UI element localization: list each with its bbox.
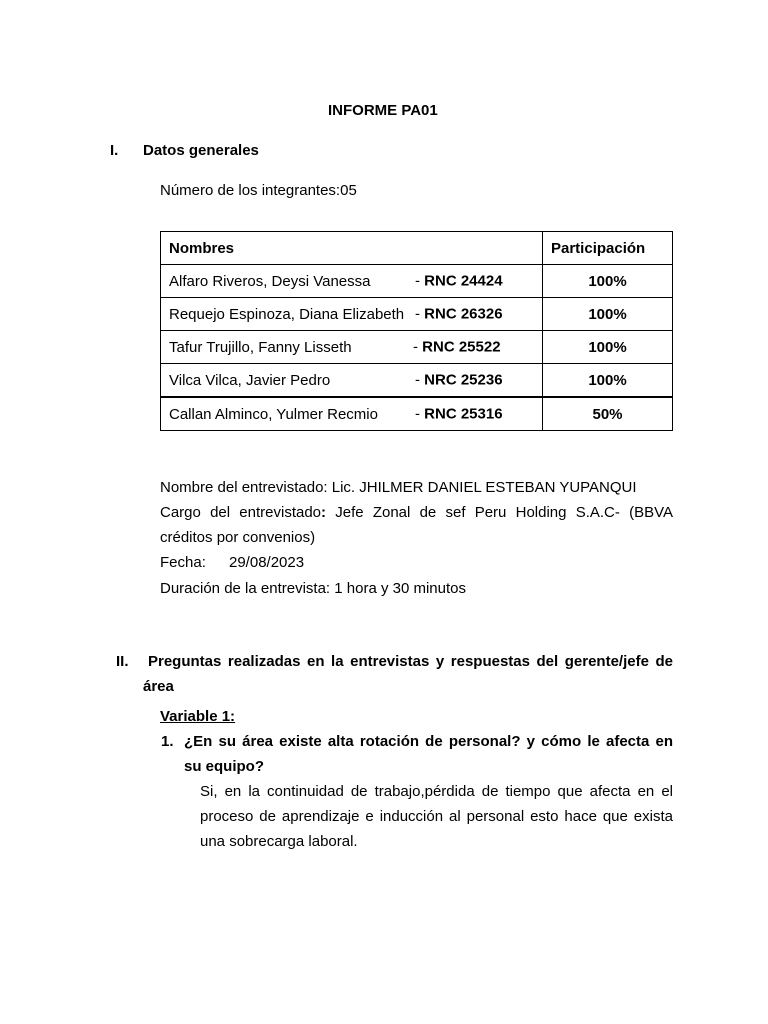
section-1-number: I.: [110, 142, 119, 159]
members-table: [160, 231, 673, 431]
header-participation: Participación: [543, 232, 673, 265]
table-row: [161, 265, 673, 298]
document-title: INFORME PA01: [328, 102, 438, 119]
member-name: Tafur Trujillo, Fanny Lisseth: [169, 338, 352, 356]
variable-label: Variable 1:: [160, 708, 236, 725]
interviewee-role-continued: créditos por convenios): [160, 529, 316, 546]
member-name: Requejo Espinoza, Diana Elizabeth: [169, 305, 405, 323]
table-row: [161, 364, 673, 398]
interview-date-value: 29/08/2023: [229, 554, 305, 571]
member-name: Callan Alminco, Yulmer Recmio: [169, 405, 378, 423]
member-code: - RNC 26326: [415, 305, 503, 323]
member-code: - NRC 25236: [415, 371, 503, 389]
header-names: Nombres: [161, 232, 543, 265]
member-cell: [161, 397, 543, 431]
members-count: Número de los integrantes:05: [160, 182, 357, 199]
interview-date-label: Fecha:: [160, 554, 206, 571]
table-header-row: [161, 232, 673, 265]
member-name: Alfaro Riveros, Deysi Vanessa: [169, 272, 371, 290]
question-text-continued: su equipo?: [184, 758, 264, 775]
member-participation: 100%: [543, 298, 673, 331]
member-name: Vilca Vilca, Javier Pedro: [169, 371, 331, 389]
answer-text-line3: una sobrecarga laboral.: [200, 833, 358, 850]
interviewee-name: Nombre del entrevistado: Lic. JHILMER DANIEL ESTEBAN YUPANQUI: [160, 479, 637, 496]
interviewee-role: Cargo del entrevistado: Jefe Zonal de sef Peru Holding S.A.C- (BBVA: [160, 504, 673, 521]
answer-text: Si, en la continuidad de trabajo,pérdida de tiempo que afecta en el: [200, 783, 673, 800]
member-participation: 100%: [543, 265, 673, 298]
member-code: - RNC 25522: [413, 338, 501, 356]
member-participation: 50%: [543, 397, 673, 431]
table-row: [161, 331, 673, 364]
member-code: - RNC 24424: [415, 272, 503, 290]
member-cell: [161, 364, 543, 398]
question-text: ¿En su área existe alta rotación de personal? y cómo le afecta en: [184, 733, 673, 750]
member-cell: [161, 298, 543, 331]
table-row: [161, 397, 673, 431]
interview-duration: Duración de la entrevista: 1 hora y 30 minutos: [160, 580, 466, 597]
section-1-heading: Datos generales: [143, 142, 259, 159]
section-2-heading-continued: área: [143, 678, 174, 695]
member-participation: 100%: [543, 331, 673, 364]
answer-text-line2: proceso de aprendizaje e inducción al personal esto hace que exista: [200, 808, 673, 825]
member-cell: [161, 331, 543, 364]
section-2-heading: Preguntas realizadas en la entrevistas y respuestas del gerente/jefe de: [148, 653, 673, 670]
member-participation: 100%: [543, 364, 673, 398]
section-2-number: II.: [116, 653, 129, 670]
member-code: - RNC 25316: [415, 405, 503, 423]
member-cell: [161, 265, 543, 298]
table-row: [161, 298, 673, 331]
question-number: 1.: [161, 733, 174, 750]
